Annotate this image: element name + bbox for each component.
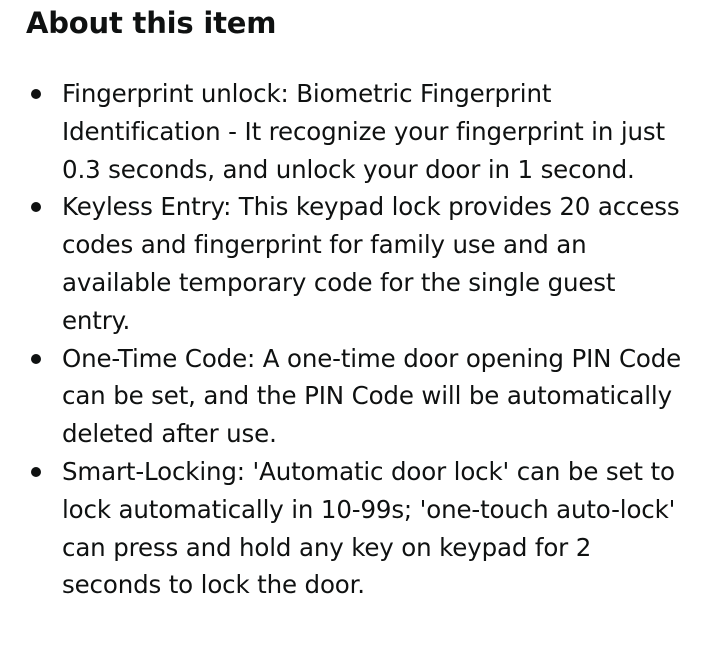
feature-list-item	[26, 188, 686, 339]
feature-text: Fingerprint unlock: Biometric Fingerprint Identification - It recognize your fingerprint in just 0.3 seconds, and unlock your door in 1 second.	[62, 79, 665, 184]
bullet-icon	[31, 467, 41, 477]
feature-list-item	[26, 453, 686, 604]
feature-text: Smart-Locking: 'Automatic door lock' can be set to lock automatically in 10-99s; 'one-touch auto-lock' can press and hold any key on keypad for 2 seconds to lock the door.	[62, 456, 676, 600]
feature-list-item	[26, 75, 686, 188]
feature-list-item	[26, 340, 686, 453]
bullet-icon	[31, 354, 41, 364]
bullet-icon	[31, 202, 41, 212]
feature-list	[26, 75, 686, 604]
section-heading: About this item	[26, 6, 277, 40]
feature-text: One-Time Code: A one-time door opening PIN Code can be set, and the PIN Code will be automatically deleted after use.	[62, 343, 682, 449]
feature-text: Keyless Entry: This keypad lock provides 20 access codes and fingerprint for family use and an available temporary code for the single guest entry.	[62, 192, 680, 335]
bullet-icon	[31, 89, 41, 99]
